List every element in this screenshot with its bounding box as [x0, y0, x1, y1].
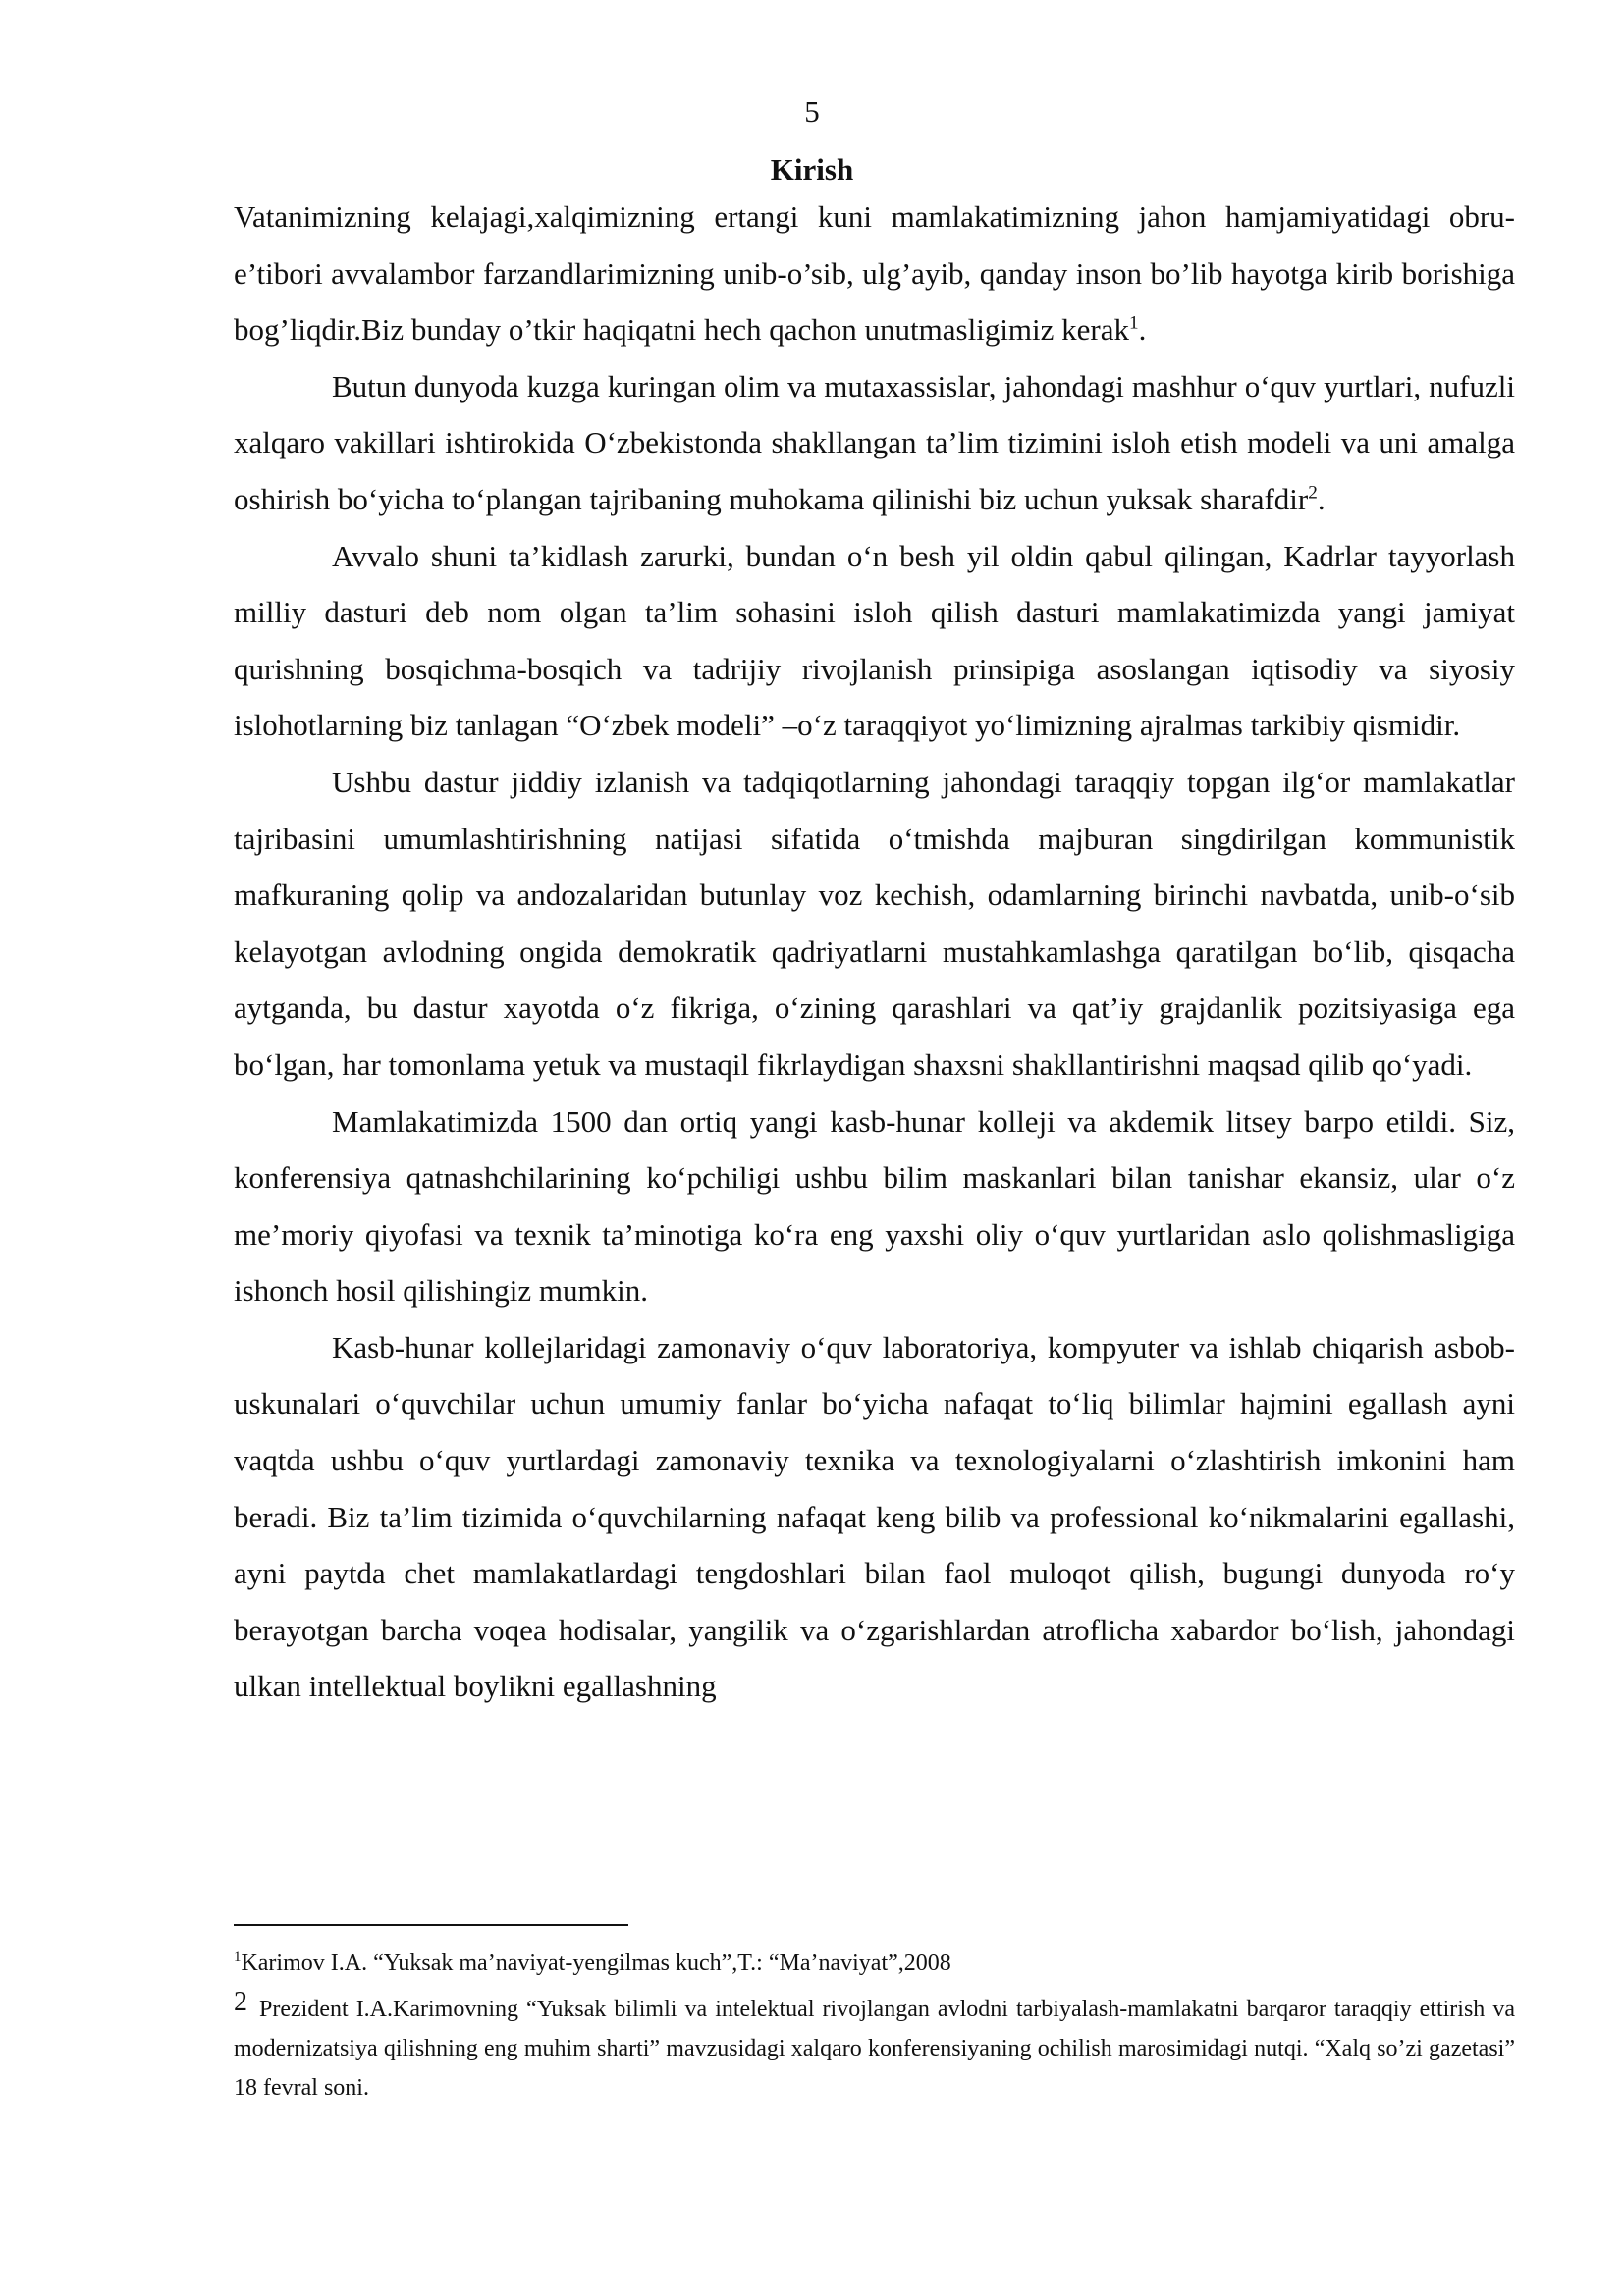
footnote-1	[234, 1944, 1515, 1983]
section-title: Kirish	[770, 152, 854, 187]
paragraph-5: Mamlakatimizda 1500 dan ortiq yangi kasb-hunar kolleji va akdemik litsey barpo etildi. Siz, konferensiya qatnashchilarining ko‘pchiligi ushbu bilim maskanlari bilan tanishar ekansiz, ular o‘z me’moriy qiyofasi va texnik ta’minotiga ko‘ra eng yaxshi oliy o‘quv yurtlaridan aslo qolishmasligiga ishonch hosil qilishingiz mumkin.	[234, 1103, 1515, 1308]
footnote-2	[234, 1983, 1515, 2108]
footnotes	[234, 1944, 1515, 2108]
paragraph-4: Ushbu dastur jiddiy izlanish va tadqiqotlarning jahondagi taraqqiy topgan ilg‘or mamlakatlar tajribasini umumlashtirishning natijasi sifatida o‘tmishda majburan singdirilgan kommunistik mafkuraning qolip va andozalaridan butunlay voz kechish, odamlarning birinchi navbatda, unib-o‘sib kelayotgan avlodning ongida demokratik qadriyatlarni mustahkamlashga qaratilgan bo‘lib, qisqacha aytganda, bu dastur xayotda o‘z fikriga, o‘zining qarashlari va qat’iy grajdanlik pozitsiyasiga ega bo‘lgan, har tomonlama yetuk va mustaqil fikrlaydigan shaxsni shakllantirishni maqsad qilib qo‘yadi.	[234, 764, 1515, 1082]
footnote-2-mark: 2	[234, 1987, 247, 2017]
paragraph-2-end: .	[1317, 481, 1326, 516]
paragraph-3: Avvalo shuni ta’kidlash zarurki, bundan o‘n besh yil oldin qabul qilingan, Kadrlar tayyorlash milliy dasturi deb nom olgan ta’lim sohasini isloh qilish dasturi mamlakatimizda yangi jamiyat qurishning bosqichma-bosqich va tadrijiy rivojlanish prinsipiga asoslangan iqtisodiy va siyosiy islohotlarning biz tanlagan “O‘zbek modeli” –o‘z taraqqiyot yo‘limizning ajralmas tarkibiy qismidir.	[234, 538, 1515, 743]
footnote-separator	[234, 1924, 628, 1926]
paragraph-2-text: Butun dunyoda kuzga kuringan olim va mutaxassislar, jahondagi mashhur o‘quv yurtlari, nufuzli xalqaro vakillari ishtirokida O‘zbekistonda shakllangan ta’lim tizimini isloh etish modeli va uni amalga oshirish bo‘yicha to‘plangan tajribaning muhokama qilinishi biz uchun yuksak sharafdir	[234, 368, 1515, 516]
footnote-1-mark: 1	[234, 1949, 242, 1965]
footnote-ref-1: 1	[1129, 312, 1139, 334]
paragraph-2	[234, 358, 1515, 528]
paragraph-1-text: Vatanimizning kelajagi,xalqimizning ertangi kuni mamlakatimizning jahon hamjamiyatidagi obru-e’tibori avvalambor farzandlarimizning unib-o’sib, ulg’ayib, qanday inson bo’lib hayotga kirib borishiga bog’liqdir.Biz bunday o’tkir haqiqatni hech qachon unutmasligimiz kerak	[234, 199, 1515, 347]
paragraph-1-end: .	[1138, 312, 1147, 347]
footnote-1-text: Karimov I.A. “Yuksak ma’naviyat-yengilmas kuch”,T.: “Ma’naviyat”,2008	[241, 1950, 951, 1976]
footnote-2-text: Prezident I.A.Karimovning “Yuksak bilimli va intelektual rivojlangan avlodni tarbiyalash-mamlakatni barqaror taraqqiy ettirish va modernizatsiya qilishning eng muhim sharti” mavzusidagi xalqaro konferensiyaning ochilish marosimidagi nutqi. “Xalq so’zi gazetasi” 18 fevral soni.	[234, 1997, 1515, 2101]
paragraph-1	[234, 188, 1515, 358]
page-number: 5	[804, 94, 820, 129]
body-text	[234, 188, 1515, 1715]
paragraph-6: Kasb-hunar kollejlaridagi zamonaviy o‘quv laboratoriya, kompyuter va ishlab chiqarish asbob-uskunalari o‘quvchilar uchun umumiy fanlar bo‘yicha nafaqat to‘liq bilimlar hajmini egallash ayni vaqtda ushbu o‘quv yurtlardagi zamonaviy texnika va texnologiyalarni o‘zlashtirish imkonini ham beradi. Biz ta’lim tizimida o‘quvchilarning nafaqat keng bilib va professional ko‘nikmalarini egallashi, ayni paytda chet mamlakatlardagi tengdoshlari bilan faol muloqot qilish, bugungi dunyoda ro‘y berayotgan barcha voqea hodisalar, yangilik va o‘zgarishlardan atroflicha xabardor bo‘lish, jahondagi ulkan intellektual boylikni egallashning	[234, 1329, 1515, 1704]
footnote-ref-2: 2	[1308, 482, 1318, 504]
